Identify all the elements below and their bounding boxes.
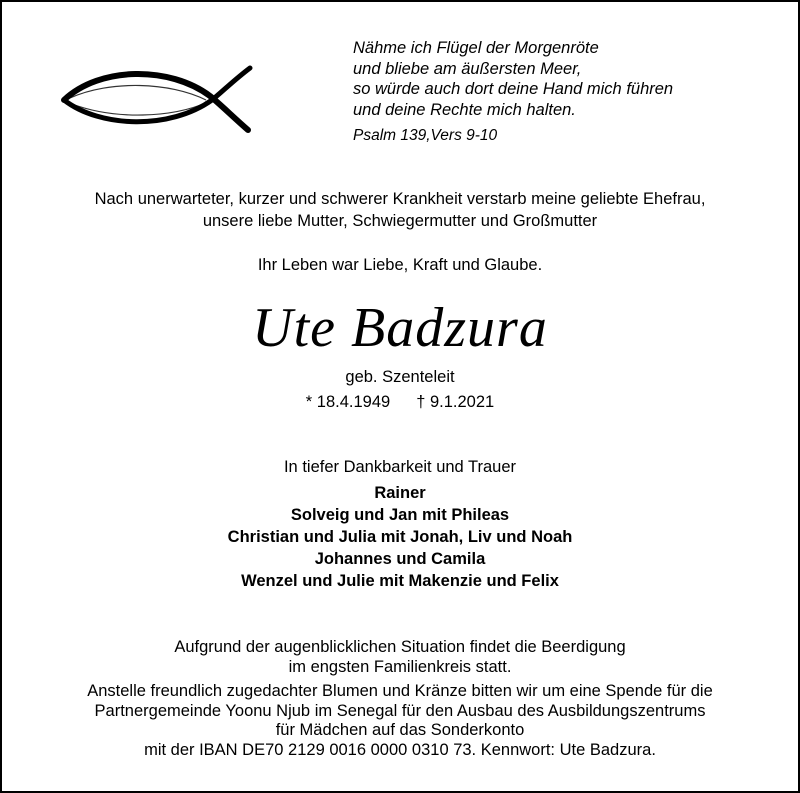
mourners-list bbox=[2, 482, 798, 592]
life-dates bbox=[2, 391, 798, 413]
intro-line: Nach unerwarteter, kurzer und schwerer Krankheit verstarb meine geliebte Ehefrau, bbox=[94, 190, 706, 208]
mourner: Johannes und Camila bbox=[314, 550, 486, 568]
mourner: Rainer bbox=[374, 484, 426, 502]
funeral-notice bbox=[2, 638, 798, 677]
mourner: Christian und Julia mit Jonah, Liv und Noah bbox=[227, 528, 573, 546]
born-name: geb. Szenteleit bbox=[345, 368, 455, 386]
death-date: † 9.1.2021 bbox=[416, 393, 495, 411]
intro-line: unsere liebe Mutter, Schwiegermutter und Großmutter bbox=[202, 212, 598, 230]
verse-line: so würde auch dort deine Hand mich führen bbox=[353, 80, 674, 98]
motto: Ihr Leben war Liebe, Kraft und Glaube. bbox=[257, 256, 543, 274]
funeral-line: im engsten Familienkreis statt. bbox=[288, 657, 512, 676]
verse-reference: Psalm 139,Vers 9-10 bbox=[353, 127, 498, 144]
mourner: Wenzel und Julie mit Makenzie und Felix bbox=[241, 572, 559, 590]
deceased-name: Ute Badzura bbox=[252, 297, 548, 359]
verse-line: und deine Rechte mich halten. bbox=[353, 100, 576, 119]
mourners-intro: In tiefer Dankbarkeit und Trauer bbox=[283, 458, 517, 476]
donation-line: Partnergemeinde Yoonu Njub im Senegal für den Ausbau des Ausbildungszentrums bbox=[94, 701, 706, 720]
donation-notice bbox=[2, 682, 798, 760]
birth-date: * 18.4.1949 bbox=[305, 393, 391, 411]
bible-verse bbox=[353, 38, 783, 147]
verse-line: Nähme ich Flügel der Morgenröte bbox=[353, 39, 599, 57]
donation-line: für Mädchen auf das Sonderkonto bbox=[275, 721, 525, 739]
donation-line: Anstelle freundlich zugedachter Blumen und Kränze bitten wir um eine Spende für die bbox=[87, 682, 713, 700]
donation-line: mit der IBAN DE70 2129 0016 0000 0310 73. Kennwort: Ute Badzura. bbox=[144, 740, 656, 759]
mourner: Solveig und Jan mit Phileas bbox=[290, 506, 510, 524]
funeral-line: Aufgrund der augenblicklichen Situation findet die Beerdigung bbox=[174, 638, 626, 656]
intro-text bbox=[2, 188, 798, 232]
ichthys-fish-icon bbox=[60, 60, 255, 140]
verse-line: und bliebe am äußersten Meer, bbox=[353, 59, 582, 78]
